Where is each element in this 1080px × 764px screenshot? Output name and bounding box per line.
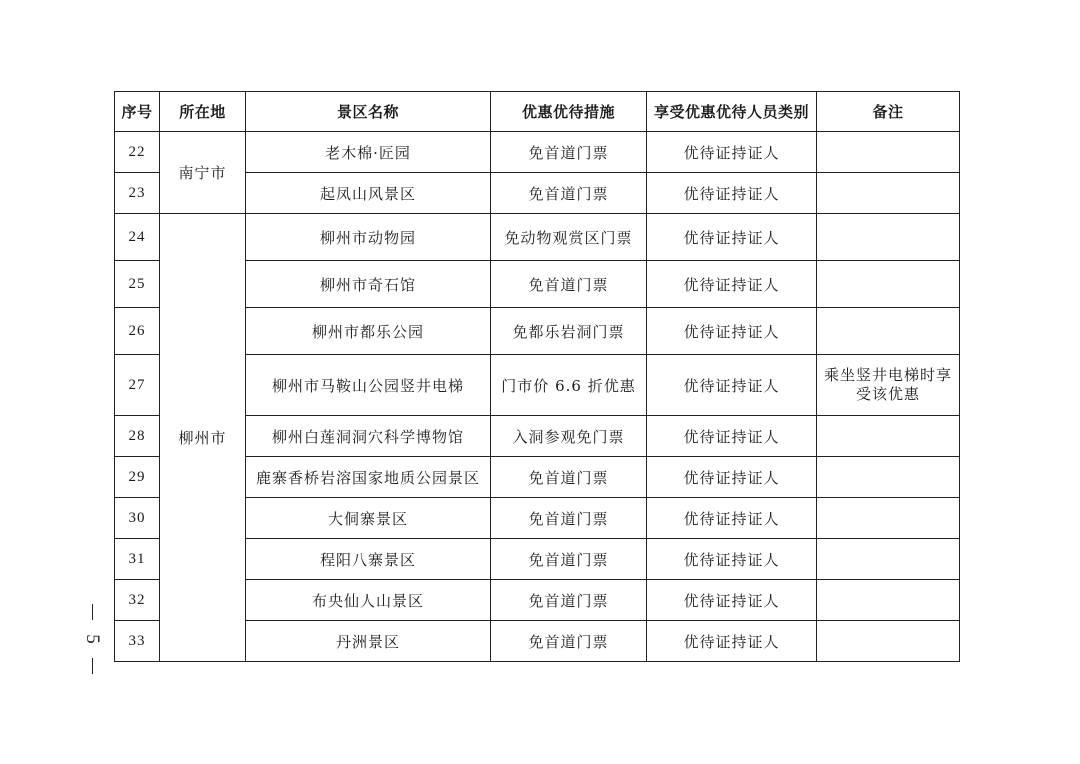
discount-measure: 免都乐岩洞门票	[491, 308, 647, 355]
eligible-people: 优待证持证人	[647, 261, 817, 308]
discount-measure: 免首道门票	[491, 261, 647, 308]
discount-measure: 免首道门票	[491, 173, 647, 214]
table-row	[115, 214, 960, 261]
remark	[817, 498, 960, 539]
eligible-people: 优待证持证人	[647, 173, 817, 214]
remark	[817, 308, 960, 355]
row-number: 33	[115, 621, 160, 662]
header-scenic-name: 景区名称	[246, 92, 491, 132]
row-number: 24	[115, 214, 160, 261]
scenic-discount-table	[114, 91, 960, 662]
remark	[817, 132, 960, 173]
eligible-people: 优待证持证人	[647, 308, 817, 355]
scenic-name: 布央仙人山景区	[246, 580, 491, 621]
table-header-row	[115, 92, 960, 132]
row-number: 25	[115, 261, 160, 308]
row-number: 22	[115, 132, 160, 173]
table-row	[115, 132, 960, 173]
page-number: 5	[82, 634, 103, 644]
location-cell-liuzhou: 柳州市	[160, 214, 246, 662]
discount-measure: 免首道门票	[491, 132, 647, 173]
remark	[817, 173, 960, 214]
remark	[817, 214, 960, 261]
discount-measure: 入洞参观免门票	[491, 416, 647, 457]
scenic-name: 柳州市都乐公园	[246, 308, 491, 355]
discount-measure: 免首道门票	[491, 621, 647, 662]
row-number: 29	[115, 457, 160, 498]
row-number: 23	[115, 173, 160, 214]
eligible-people: 优待证持证人	[647, 416, 817, 457]
scenic-name: 起凤山风景区	[246, 173, 491, 214]
header-no: 序号	[115, 92, 160, 132]
remark	[817, 580, 960, 621]
row-number: 32	[115, 580, 160, 621]
header-location: 所在地	[160, 92, 246, 132]
discount-measure: 免首道门票	[491, 580, 647, 621]
location-cell-nanning: 南宁市	[160, 132, 246, 214]
row-number: 27	[115, 355, 160, 416]
header-measure: 优惠优待措施	[491, 92, 647, 132]
scenic-name: 老木棉·匠园	[246, 132, 491, 173]
scenic-name: 柳州市动物园	[246, 214, 491, 261]
eligible-people: 优待证持证人	[647, 214, 817, 261]
scenic-name: 柳州白莲洞洞穴科学博物馆	[246, 416, 491, 457]
remark	[817, 457, 960, 498]
eligible-people: 优待证持证人	[647, 580, 817, 621]
eligible-people: 优待证持证人	[647, 457, 817, 498]
eligible-people: 优待证持证人	[647, 539, 817, 580]
remark: 乘坐竖井电梯时享受该优惠	[817, 355, 960, 416]
discount-measure: 免首道门票	[491, 498, 647, 539]
scenic-name: 柳州市马鞍山公园竖井电梯	[246, 355, 491, 416]
row-number: 26	[115, 308, 160, 355]
eligible-people: 优待证持证人	[647, 621, 817, 662]
scenic-name: 程阳八寨景区	[246, 539, 491, 580]
eligible-people: 优待证持证人	[647, 355, 817, 416]
remark	[817, 261, 960, 308]
header-remark: 备注	[817, 92, 960, 132]
remark	[817, 416, 960, 457]
remark	[817, 539, 960, 580]
discount-measure: 门市价 6.6 折优惠	[491, 355, 647, 416]
discount-measure: 免首道门票	[491, 539, 647, 580]
row-number: 30	[115, 498, 160, 539]
row-number: 31	[115, 539, 160, 580]
scenic-name: 鹿寨香桥岩溶国家地质公园景区	[246, 457, 491, 498]
page-number-dash-bottom	[92, 658, 93, 674]
page-number-marker	[80, 604, 104, 674]
eligible-people: 优待证持证人	[647, 132, 817, 173]
scenic-name: 大侗寨景区	[246, 498, 491, 539]
header-eligible: 享受优惠优待人员类别	[647, 92, 817, 132]
discount-measure: 免首道门票	[491, 457, 647, 498]
page-number-dash-top	[92, 604, 93, 620]
discount-measure: 免动物观赏区门票	[491, 214, 647, 261]
remark	[817, 621, 960, 662]
scenic-name: 丹洲景区	[246, 621, 491, 662]
row-number: 28	[115, 416, 160, 457]
scenic-name: 柳州市奇石馆	[246, 261, 491, 308]
eligible-people: 优待证持证人	[647, 498, 817, 539]
